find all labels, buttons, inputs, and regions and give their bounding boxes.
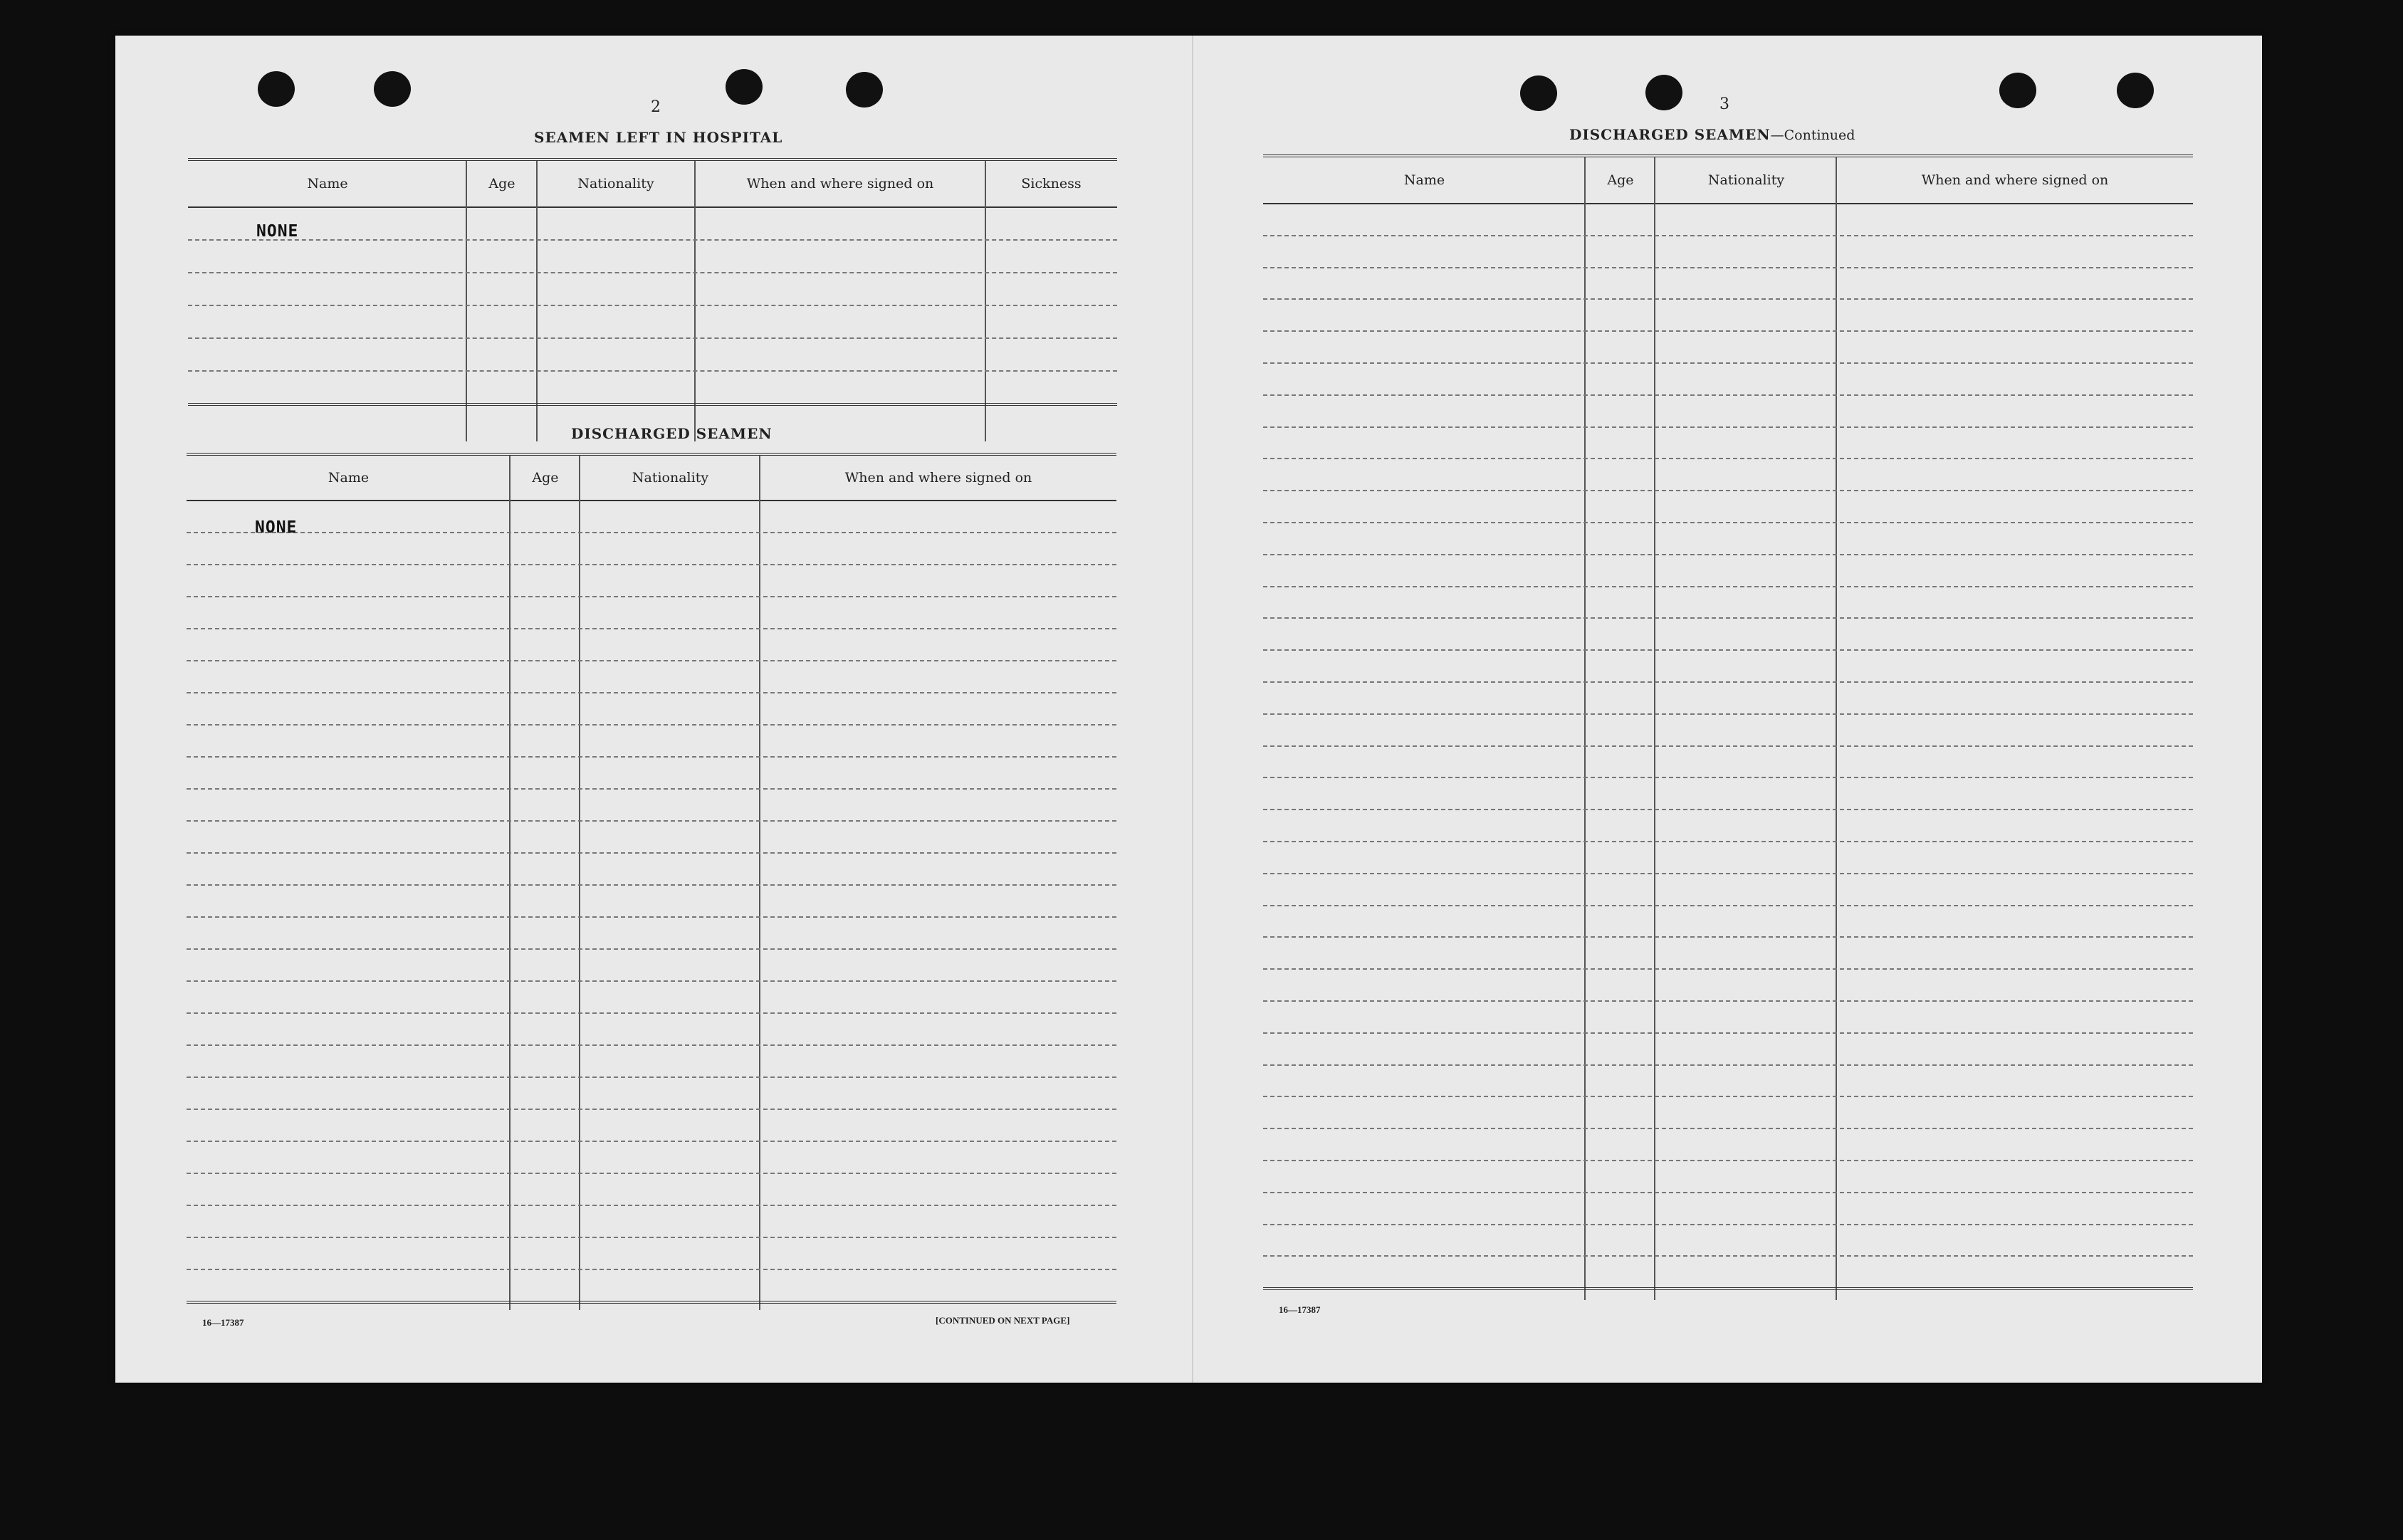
row-rule: [187, 660, 1116, 661]
hospital-table-header: [188, 161, 1117, 208]
col-header-age: Age: [488, 176, 515, 192]
punch-hole: [1645, 75, 1682, 110]
row-rule: [1263, 394, 2193, 396]
row-rule: [187, 724, 1116, 726]
row-rule: [1263, 235, 2193, 236]
row-rule: [1263, 905, 2193, 906]
row-rule: [187, 628, 1116, 629]
discharged-name-entry: NONE: [255, 518, 298, 537]
row-rule: [1263, 809, 2193, 810]
col-header-signed-on: When and where signed on: [1921, 172, 2109, 188]
form-sheet: [115, 36, 2262, 1383]
row-rule: [188, 305, 1117, 306]
hospital-rows: [188, 206, 1117, 441]
row-rule: [187, 532, 1116, 533]
discharged-section-title: DISCHARGED SEAMEN: [571, 425, 773, 442]
row-rule: [1263, 1255, 2193, 1257]
row-rule: [187, 596, 1116, 597]
row-rule: [187, 692, 1116, 693]
row-rule: [1263, 1064, 2193, 1066]
row-rule: [187, 1269, 1116, 1270]
col-header-signed-on: When and where signed on: [746, 176, 934, 192]
row-rule: [187, 788, 1116, 790]
hospital-table: [188, 158, 1117, 441]
row-rule: [1263, 267, 2193, 268]
continued-suffix: —Continued: [1770, 127, 1855, 143]
punch-hole: [374, 71, 411, 107]
row-rule: [188, 337, 1117, 339]
col-header-name: Name: [1403, 172, 1445, 188]
row-rule: [1263, 554, 2193, 555]
row-rule: [188, 239, 1117, 241]
punch-hole: [726, 69, 763, 105]
col-header-name: Name: [307, 176, 348, 192]
form-code-right: 16—17387: [1279, 1304, 1321, 1315]
row-rule: [187, 820, 1116, 822]
row-rule: [187, 1237, 1116, 1238]
row-rule: [1263, 458, 2193, 459]
row-rule: [188, 272, 1117, 273]
row-rule: [187, 948, 1116, 950]
row-rule: [1263, 873, 2193, 874]
row-rule: [187, 916, 1116, 918]
row-rule: [187, 1012, 1116, 1014]
page-fold: [1192, 36, 1193, 1383]
discharged-continued-title-text: DISCHARGED SEAMEN: [1569, 126, 1771, 143]
row-rule: [1263, 968, 2193, 970]
col-header-signed-on: When and where signed on: [844, 470, 1032, 486]
row-rule: [1263, 681, 2193, 683]
col-header-nationality: Nationality: [577, 176, 654, 192]
continued-note: [CONTINUED ON NEXT PAGE]: [936, 1315, 1070, 1326]
row-rule: [1263, 330, 2193, 332]
row-rule: [1263, 936, 2193, 938]
row-rule: [1263, 1192, 2193, 1193]
discharged-table-right: [1263, 154, 2193, 1300]
punch-hole: [1520, 75, 1557, 111]
row-rule: [1263, 362, 2193, 364]
discharged-table-left: [187, 453, 1116, 1310]
discharged-rows-left: [187, 500, 1116, 1310]
row-rule: [1263, 1000, 2193, 1002]
col-header-name: Name: [328, 470, 370, 486]
col-header-age: Age: [1607, 172, 1634, 188]
col-header-age: Age: [532, 470, 559, 486]
punch-hole: [1999, 73, 2036, 108]
col-header-nationality: Nationality: [632, 470, 709, 486]
row-rule: [1263, 522, 2193, 523]
row-rule: [187, 980, 1116, 982]
row-rule: [1263, 298, 2193, 300]
col-header-sickness: Sickness: [1021, 176, 1082, 192]
row-rule: [1263, 1032, 2193, 1034]
row-rule: [1263, 713, 2193, 715]
page-number-left: 2: [651, 98, 661, 116]
punch-hole: [258, 71, 295, 107]
row-rule: [187, 564, 1116, 565]
hospital-name-entry: NONE: [256, 222, 299, 241]
row-rule: [187, 1173, 1116, 1174]
row-rule: [1263, 490, 2193, 491]
row-rule: [1263, 1096, 2193, 1097]
row-rule: [1263, 426, 2193, 428]
table-end-rule: [188, 403, 1117, 406]
row-rule: [1263, 841, 2193, 842]
row-rule: [187, 756, 1116, 758]
hospital-section-title: SEAMEN LEFT IN HOSPITAL: [534, 129, 783, 146]
row-rule: [1263, 649, 2193, 651]
discharged-rows-right: [1263, 203, 2193, 1300]
row-rule: [187, 1109, 1116, 1110]
table-end-rule: [1263, 1287, 2193, 1290]
row-rule: [187, 1205, 1116, 1206]
page-number-right: 3: [1719, 95, 1729, 113]
row-rule: [1263, 1128, 2193, 1129]
row-rule: [187, 1077, 1116, 1078]
discharged-table-right-header: [1263, 157, 2193, 204]
discharged-continued-title: [1569, 126, 1855, 143]
col-header-nationality: Nationality: [1707, 172, 1785, 188]
punch-hole: [2117, 73, 2154, 108]
row-rule: [187, 884, 1116, 886]
punch-hole: [846, 72, 883, 108]
row-rule: [188, 370, 1117, 372]
row-rule: [1263, 586, 2193, 587]
row-rule: [1263, 745, 2193, 747]
form-code-left: 16—17387: [202, 1317, 244, 1328]
discharged-table-left-header: [187, 456, 1116, 501]
row-rule: [187, 1044, 1116, 1046]
row-rule: [1263, 1160, 2193, 1161]
row-rule: [1263, 1224, 2193, 1225]
row-rule: [187, 852, 1116, 854]
row-rule: [187, 1141, 1116, 1142]
table-end-rule: [187, 1301, 1116, 1304]
row-rule: [1263, 617, 2193, 619]
row-rule: [1263, 777, 2193, 778]
